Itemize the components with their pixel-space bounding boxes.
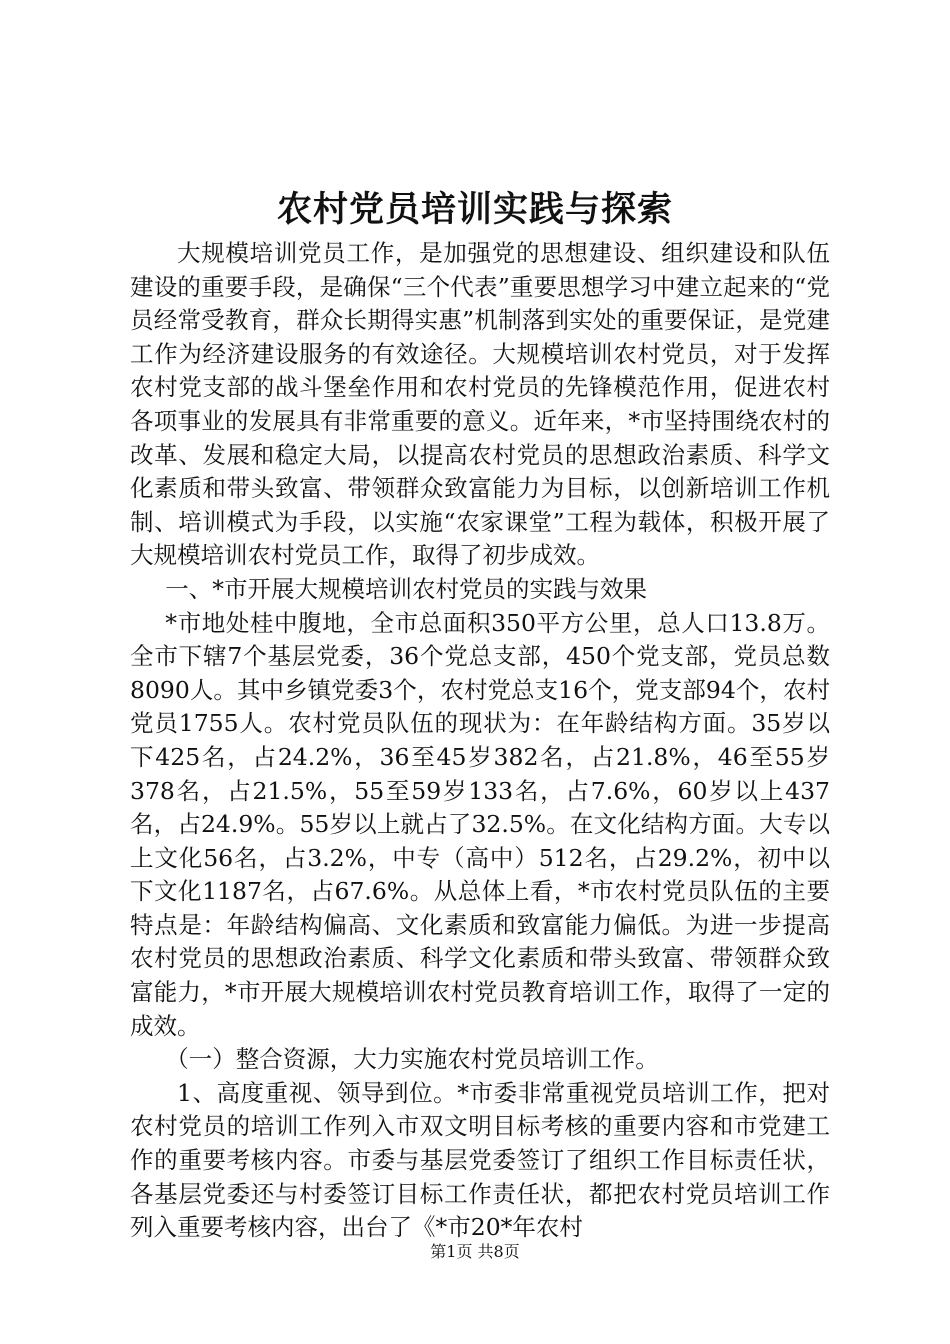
section-heading-1: 一、*市开展大规模培训农村党员的实践与效果 — [165, 574, 647, 603]
paragraph-overview: *市地处桂中腹地，全市总面积350平方公里，总人口13.8万。全市下辖7个基层党委，36个党总支部，450个党支部，党员总数8090人。其中乡镇党委3个，农村党总支16个，党支部94个，农村党员1755人。农村党员队伍的现状为：在年龄结构方面。35岁以下425名，占24.2%，36至45岁382名，占21.8%，46至55岁378名，占21.5%，55至59岁133名，占7.6%，60岁以上437名，占24.9%。55岁以上就占了32.5%。在文化结构方面。大专以上文化56名，占3.2%，中专（高中）512名，占29.2%，初中以下文化1187名，占67.6%。从总体上看，*市农村党员队伍的主要特点是：年龄结构偏高、文化素质和致富能力偏低。为进一步提高农村党员的思想政治素质、科学文化素质和带头致富、带领群众致富能力，*市开展大规模培训农村党员教育培训工作，取得了一定的成效。 — [130, 608, 830, 1040]
subsection-heading-1: （一）整合资源，大力实施农村党员培训工作。 — [165, 1045, 659, 1074]
document-body — [130, 237, 830, 1245]
paragraph-intro: 大规模培训党员工作，是加强党的思想建设、组织建设和队伍建设的重要手段，是确保“三个代表”重要思想学习中建立起来的“党员经常受教育，群众长期得实惠”机制落到实处的重要保证，是党建工作为经济建设服务的有效途径。大规模培训农村党员，对于发挥农村党支部的战斗堡垒作用和农村党员的先锋模范作用，促进农村各项事业的发展具有非常重要的意义。近年来，*市坚持围绕农村的改革、发展和稳定大局，以提高农村党员的思想政治素质、科学文化素质和带头致富、带领群众致富能力为目标，以创新培训工作机制、培训模式为手段，以实施“农家课堂”工程为载体，积极开展了大规模培训农村党员工作，取得了初步成效。 — [130, 239, 830, 570]
page-number-footer: 第1页 共8页 — [430, 1242, 520, 1261]
paragraph-item-1: 1、高度重视、领导到位。*市委非常重视党员培训工作，把对农村党员的培训工作列入市双文明目标考核的重要内容和市党建工作的重要考核内容。市委与基层党委签订了组织工作目标责任状，各基层党委还与村委签订目标工作责任状，都把农村党员培训工作列入重要考核内容，出台了《*市20*年农村 — [130, 1078, 830, 1242]
document-title: 农村党员培训实践与探索 — [276, 189, 673, 230]
